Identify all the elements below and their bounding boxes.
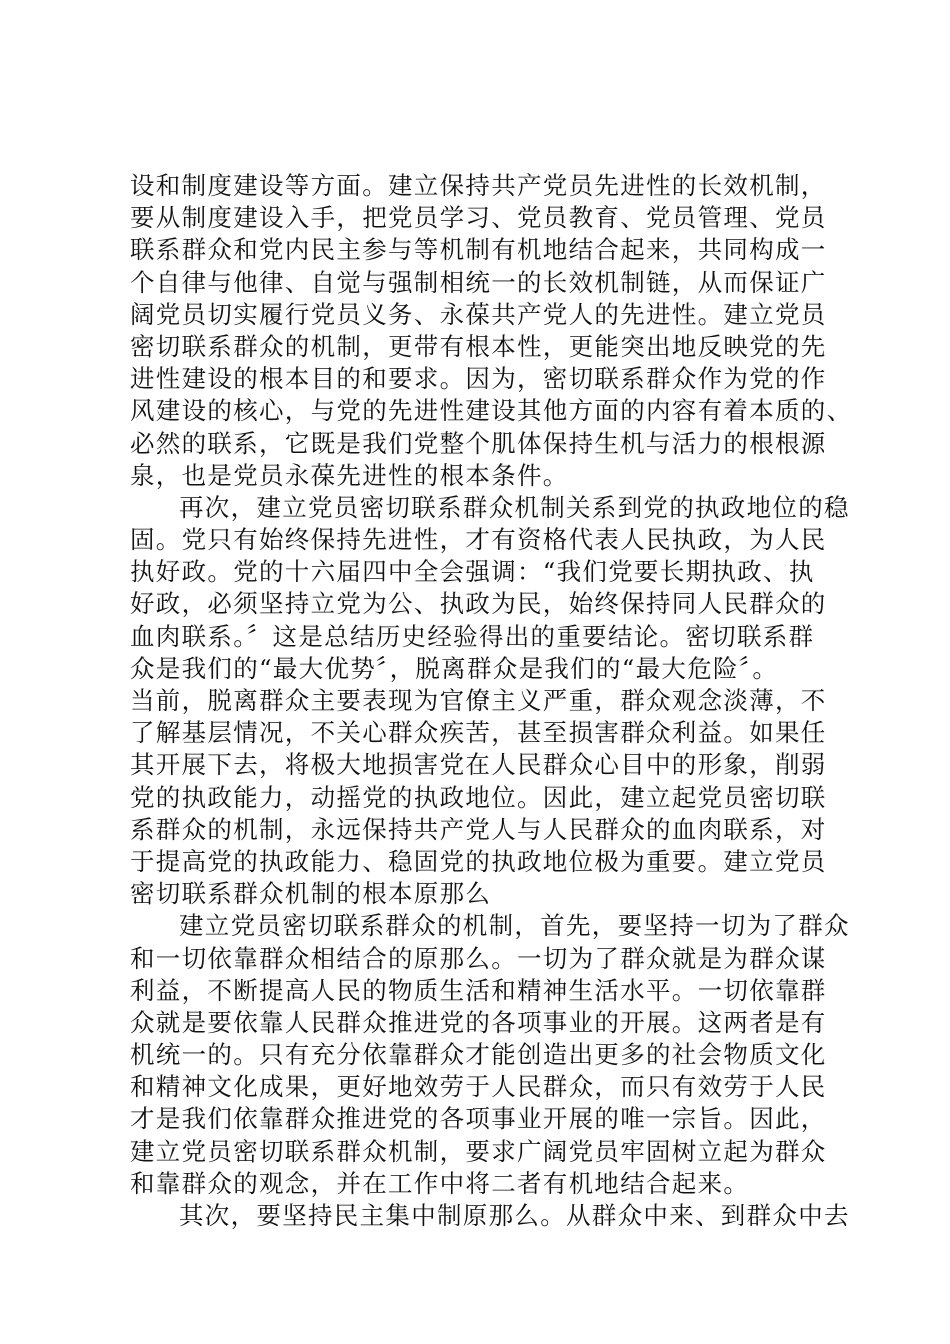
text-line: 设和制度建设等方面。建立保持共产党员先进性的长效机制， xyxy=(130,171,827,200)
paragraph-start-line: 再次，建立党员密切联系群众机制关系到党的执政地位的稳 xyxy=(179,492,850,522)
text-line: 必然的联系，它既是我们党整个肌体保持生机与活力的根根源 xyxy=(130,428,827,458)
text-line: 血肉联系。〞这是总结历史经验得出的重要结论。密切联系群 xyxy=(130,621,815,651)
text-line: 风建设的核心，与党的先进性建设其他方面的内容有着本质的、 xyxy=(130,396,853,426)
text-line: 才是我们依靠群众推进党的各项事业开展的唯一宗旨。因此， xyxy=(130,1104,827,1134)
body-text xyxy=(130,170,853,1232)
text-line: 众是我们的“最大优势〞，脱离群众是我们的“最大危险〞。 xyxy=(130,653,779,683)
text-line: 系群众的机制，永远保持共产党人与人民群众的血肉联系，对 xyxy=(130,814,827,844)
text-line: 固。党只有始终保持先进性，才有资格代表人民执政，为人民 xyxy=(130,525,827,555)
text-line: 和靠群众的观念，并在工作中将二者有机地结合起来。 xyxy=(130,1168,750,1198)
text-line: 利益，不断提高人民的物质生活和精神生活水平。一切依靠群 xyxy=(130,975,827,1005)
text-line: 联系群众和党内民主参与等机制有机地结合起来，共同构成一 xyxy=(130,235,827,265)
text-line: 阔党员切实履行党员义务、永葆共产党人的先进性。建立党员 xyxy=(130,299,827,329)
paragraph-start-line: 建立党员密切联系群众的机制，首先，要坚持一切为了群众 xyxy=(179,911,850,941)
text-line: 众就是要依靠人民群众推进党的各项事业的开展。这两者是有 xyxy=(130,1007,827,1037)
text-line: 于提高党的执政能力、稳固党的执政地位极为重要。建立党员 xyxy=(130,846,827,876)
text-line: 了解基层情况，不关心群众疾苦，甚至损害群众利益。如果任 xyxy=(130,718,827,748)
section-heading-line: 密切联系群众机制的根本原那么 xyxy=(130,879,492,909)
text-line: 当前，脱离群众主要表现为官僚主义严重，群众观念淡薄，不 xyxy=(130,686,827,715)
text-line: 个自律与他律、自觉与强制相统一的长效机制链，从而保证广 xyxy=(130,267,827,297)
text-line: 泉，也是党员永葆先进性的根本条件。 xyxy=(130,460,569,490)
text-line: 建立党员密切联系群众机制，要求广阔党员牢固树立起为群众 xyxy=(130,1136,827,1166)
text-line: 其开展下去，将极大地损害党在人民群众心目中的形象，削弱 xyxy=(130,750,827,780)
text-line: 好政，必须坚持立党为公、执政为民，始终保持同人民群众的 xyxy=(130,589,827,619)
text-line: 和一切依靠群众相结合的原那么。一切为了群众就是为群众谋 xyxy=(130,943,827,973)
text-line: 进性建设的根本目的和要求。因为，密切联系群众作为党的作 xyxy=(130,364,827,394)
text-line: 党的执政能力，动摇党的执政地位。因此，建立起党员密切联 xyxy=(130,782,827,812)
text-line: 和精神文化成果，更好地效劳于人民群众，而只有效劳于人民 xyxy=(130,1072,827,1102)
text-line: 密切联系群众的机制，更带有根本性，更能突出地反映党的先 xyxy=(130,331,827,361)
text-line: 机统一的。只有充分依靠群众才能创造出更多的社会物质文化 xyxy=(130,1040,827,1070)
text-line: 要从制度建设入手，把党员学习、党员教育、党员管理、党员 xyxy=(130,203,827,233)
paragraph-start-line: 其次，要坚持民主集中制原那么。从群众中来、到群众中去 xyxy=(179,1201,850,1230)
text-line: 执好政。党的十六届四中全会强调：“我们党要长期执政、执 xyxy=(130,557,815,587)
